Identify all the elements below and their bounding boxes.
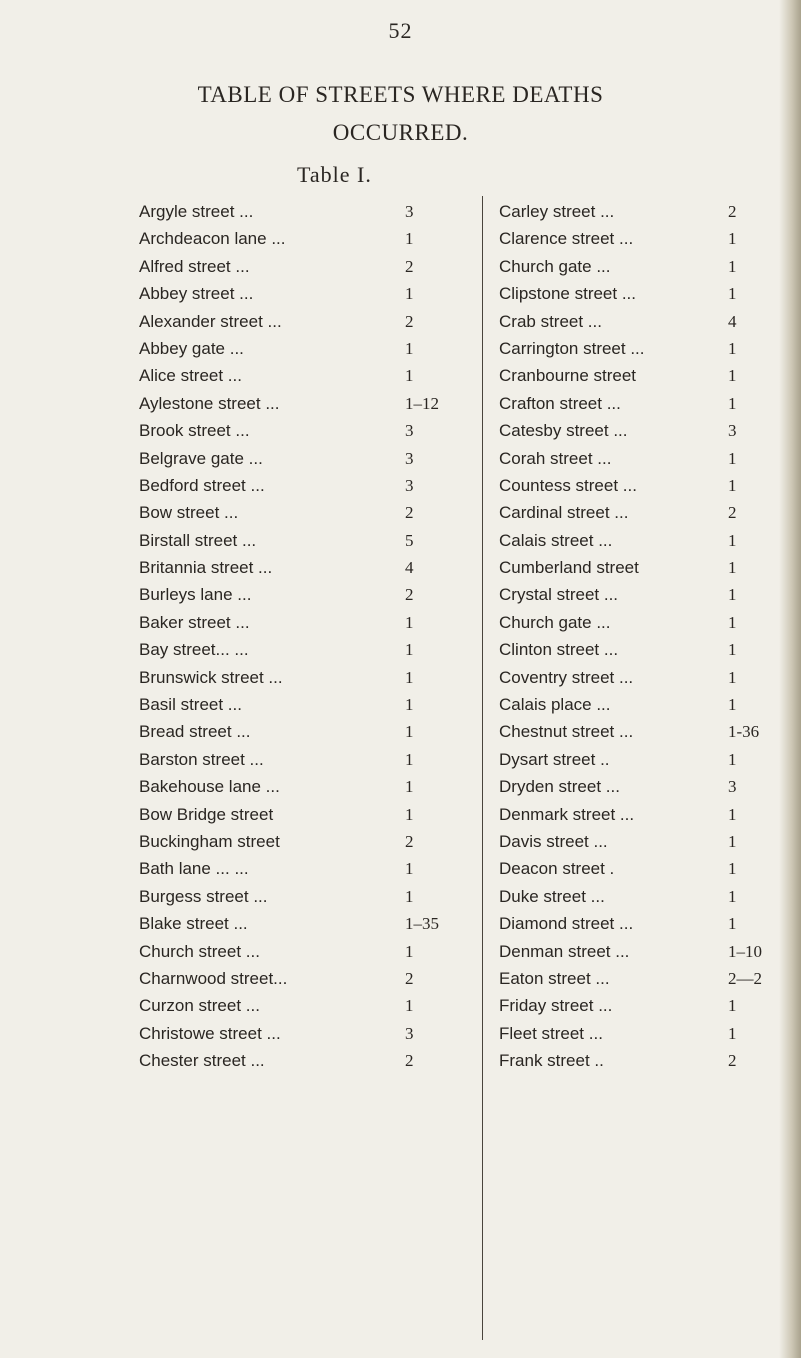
street-name: Davis street ...	[499, 831, 608, 851]
street-name: Alfred street ...	[139, 256, 250, 276]
table-row	[139, 225, 479, 252]
death-count: 1	[405, 996, 414, 1016]
death-count: 2—2	[728, 968, 762, 988]
death-count: 2	[405, 503, 414, 523]
table-row	[139, 664, 479, 691]
death-count: 1	[405, 612, 414, 632]
street-name: Alexander street ...	[139, 311, 282, 331]
street-name: Denmark street ...	[499, 804, 635, 824]
street-name: Archdeacon lane ...	[139, 229, 286, 249]
street-name: Blake street ...	[139, 914, 248, 934]
street-name: Church gate ...	[499, 256, 611, 276]
death-count: 1	[728, 695, 737, 715]
death-count: 2	[405, 831, 414, 851]
death-count: 1-36	[728, 722, 760, 742]
death-count: 1	[405, 229, 414, 249]
death-count: 1	[728, 284, 737, 304]
street-name: Britannia street ...	[139, 558, 273, 578]
street-name: Basil street ...	[139, 695, 242, 715]
street-name: Abbey street ...	[139, 284, 254, 304]
death-count: 1	[728, 229, 737, 249]
death-count: 3	[405, 421, 414, 441]
street-name: Bow street ...	[139, 503, 239, 523]
street-name: Clipstone street ...	[499, 284, 637, 304]
street-name: Clinton street ...	[499, 640, 619, 660]
table-row	[139, 609, 479, 636]
death-count: 1	[405, 886, 414, 906]
table-row	[139, 636, 479, 663]
street-name: Burgess street ...	[139, 886, 268, 906]
death-count: 2	[405, 585, 414, 605]
death-count: 2	[405, 311, 414, 331]
street-name: Church street ...	[139, 941, 260, 961]
street-name: Chestnut street ...	[499, 722, 634, 742]
table-row	[482, 910, 782, 937]
street-name: Frank street ..	[499, 1051, 604, 1071]
death-count: 1	[405, 695, 414, 715]
table-row	[139, 910, 479, 937]
street-name: Chester street ...	[139, 1051, 265, 1071]
street-name: Cardinal street ...	[499, 503, 629, 523]
table-row	[139, 499, 479, 526]
death-count: 1	[405, 941, 414, 961]
table-row	[482, 335, 782, 362]
death-count: 1	[728, 886, 737, 906]
table-row	[139, 1020, 479, 1047]
table-row	[482, 225, 782, 252]
death-count: 2	[405, 256, 414, 276]
street-name: Carrington street ...	[499, 338, 645, 358]
table-row	[139, 965, 479, 992]
table-row	[139, 390, 479, 417]
death-count: 1	[728, 667, 737, 687]
street-name: Christowe street ...	[139, 1023, 281, 1043]
street-name: Bay street... ...	[139, 640, 249, 660]
table-row	[139, 746, 479, 773]
death-count: 1	[728, 996, 737, 1016]
death-count: 1	[728, 448, 737, 468]
death-count: 1	[728, 859, 737, 879]
right-column	[482, 198, 782, 1075]
table-row	[139, 1047, 479, 1074]
street-name: Countess street ...	[499, 475, 637, 495]
table-row	[482, 308, 782, 335]
street-name: Coventry street ...	[499, 667, 634, 687]
table-row	[482, 362, 782, 389]
table-row	[139, 417, 479, 444]
table-row	[139, 773, 479, 800]
death-count: 1	[728, 1023, 737, 1043]
death-count: 1	[728, 475, 737, 495]
table-row	[482, 581, 782, 608]
street-name: Calais place ...	[499, 695, 611, 715]
street-name: Argyle street ...	[139, 202, 254, 221]
street-name: Dryden street ...	[499, 777, 620, 797]
table-row	[139, 554, 479, 581]
table-row	[482, 746, 782, 773]
table-row	[482, 855, 782, 882]
death-count: 1	[728, 530, 737, 550]
death-count: 3	[405, 1023, 414, 1043]
table-row	[139, 801, 479, 828]
street-name: Friday street ...	[499, 996, 613, 1016]
street-name: Diamond street ...	[499, 914, 634, 934]
street-name: Bow Bridge street	[139, 804, 274, 824]
death-count: 1	[728, 558, 737, 578]
street-name: Buckingham street	[139, 831, 280, 851]
table-row	[139, 828, 479, 855]
street-name: Abbey gate ...	[139, 338, 244, 358]
street-name: Brunswick street ...	[139, 667, 283, 687]
street-name: Curzon street ...	[139, 996, 260, 1016]
street-name: Bread street ...	[139, 722, 251, 742]
page-title-continued: OCCURRED.	[332, 120, 469, 145]
table-row	[139, 938, 479, 965]
death-count: 1	[405, 366, 414, 386]
street-name: Deacon street .	[499, 859, 615, 879]
street-name: Aylestone street ...	[139, 393, 280, 413]
table-row	[482, 527, 782, 554]
street-name: Calais street ...	[499, 530, 613, 550]
table-row	[139, 335, 479, 362]
table-row	[139, 362, 479, 389]
death-count: 4	[405, 558, 414, 578]
street-name: Duke street ...	[499, 886, 605, 906]
death-count: 1	[728, 749, 737, 769]
death-count: 1	[728, 640, 737, 660]
table-row	[482, 609, 782, 636]
street-name: Clarence street ...	[499, 229, 634, 249]
table-row	[139, 308, 479, 335]
table-row	[139, 253, 479, 280]
table-row	[139, 472, 479, 499]
death-count: 1–10	[728, 941, 762, 961]
table-row	[482, 938, 782, 965]
table-row	[139, 527, 479, 554]
street-name: Denman street ...	[499, 941, 630, 961]
table-row	[482, 718, 782, 745]
table-row	[139, 198, 479, 225]
death-count: 1	[405, 859, 414, 879]
death-count: 1	[405, 804, 414, 824]
street-name: Cranbourne street	[499, 366, 637, 386]
death-count: 1	[405, 338, 414, 358]
street-name: Fleet street ...	[499, 1023, 603, 1043]
death-count: 3	[405, 202, 414, 221]
death-count: 2	[405, 968, 414, 988]
death-count: 3	[728, 777, 737, 797]
death-count: 1	[728, 256, 737, 276]
street-name: Birstall street ...	[139, 530, 257, 550]
death-count: 1	[728, 612, 737, 632]
death-count: 2	[728, 503, 737, 523]
death-count: 3	[405, 475, 414, 495]
page-edge-shadow	[779, 0, 801, 1358]
page-number: 52	[388, 18, 413, 43]
street-name: Corah street ...	[499, 448, 612, 468]
table-row	[482, 280, 782, 307]
table-row	[482, 883, 782, 910]
death-count: 4	[728, 311, 737, 331]
table-row	[139, 992, 479, 1019]
street-name: Carley street ...	[499, 202, 615, 221]
table-row	[482, 1047, 782, 1074]
table-row	[482, 636, 782, 663]
table-row	[482, 472, 782, 499]
street-name: Crab street ...	[499, 311, 602, 331]
street-name: Crystal street ...	[499, 585, 619, 605]
death-count: 1	[728, 585, 737, 605]
street-name: Eaton street ...	[499, 968, 610, 988]
table-row	[482, 992, 782, 1019]
table-row	[139, 445, 479, 472]
table-row	[139, 691, 479, 718]
table-row	[139, 718, 479, 745]
street-name: Crafton street ...	[499, 393, 621, 413]
table-row	[482, 499, 782, 526]
street-name: Charnwood street...	[139, 968, 288, 988]
street-name: Barston street ...	[139, 749, 264, 769]
table-row	[482, 445, 782, 472]
street-name: Brook street ...	[139, 421, 250, 441]
street-name: Church gate ...	[499, 612, 611, 632]
table-row	[482, 773, 782, 800]
death-count: 5	[405, 530, 414, 550]
death-count: 1	[405, 284, 414, 304]
table-row	[139, 855, 479, 882]
table-row	[482, 691, 782, 718]
death-count: 1	[728, 366, 737, 386]
table-row	[139, 581, 479, 608]
death-count: 1–12	[405, 393, 439, 413]
table-subtitle: Table I.	[297, 162, 372, 187]
table-row	[482, 253, 782, 280]
street-name: Catesby street ...	[499, 421, 628, 441]
table-row	[482, 1020, 782, 1047]
death-count: 1	[405, 640, 414, 660]
table-row	[482, 390, 782, 417]
street-name: Burleys lane ...	[139, 585, 252, 605]
table-row	[482, 198, 782, 225]
table-row	[482, 664, 782, 691]
street-name: Baker street ...	[139, 612, 250, 632]
street-name: Bath lane ... ...	[139, 859, 249, 879]
table-row	[482, 965, 782, 992]
death-count: 1	[728, 914, 737, 934]
table-row	[482, 801, 782, 828]
street-name: Cumberland street	[499, 558, 639, 578]
table-row	[139, 883, 479, 910]
table-row	[482, 828, 782, 855]
death-count: 1	[728, 338, 737, 358]
street-name: Alice street ...	[139, 366, 242, 386]
table-row	[139, 280, 479, 307]
death-count: 2	[728, 202, 737, 221]
death-count: 2	[405, 1051, 414, 1071]
death-count: 1	[405, 777, 414, 797]
street-name: Belgrave gate ...	[139, 448, 263, 468]
death-count: 1	[728, 393, 737, 413]
death-count: 1	[728, 831, 737, 851]
table-row	[482, 417, 782, 444]
death-count: 3	[728, 421, 737, 441]
death-count: 1	[405, 749, 414, 769]
page-title: TABLE OF STREETS WHERE DEATHS	[197, 82, 604, 107]
death-count: 1–35	[405, 914, 439, 934]
table-row	[482, 554, 782, 581]
death-count: 2	[728, 1051, 737, 1071]
death-count: 1	[405, 722, 414, 742]
street-name: Bedford street ...	[139, 475, 265, 495]
street-name: Bakehouse lane ...	[139, 777, 280, 797]
death-count: 3	[405, 448, 414, 468]
death-count: 1	[728, 804, 737, 824]
death-count: 1	[405, 667, 414, 687]
street-name: Dysart street ..	[499, 749, 610, 769]
left-column	[139, 198, 479, 1075]
